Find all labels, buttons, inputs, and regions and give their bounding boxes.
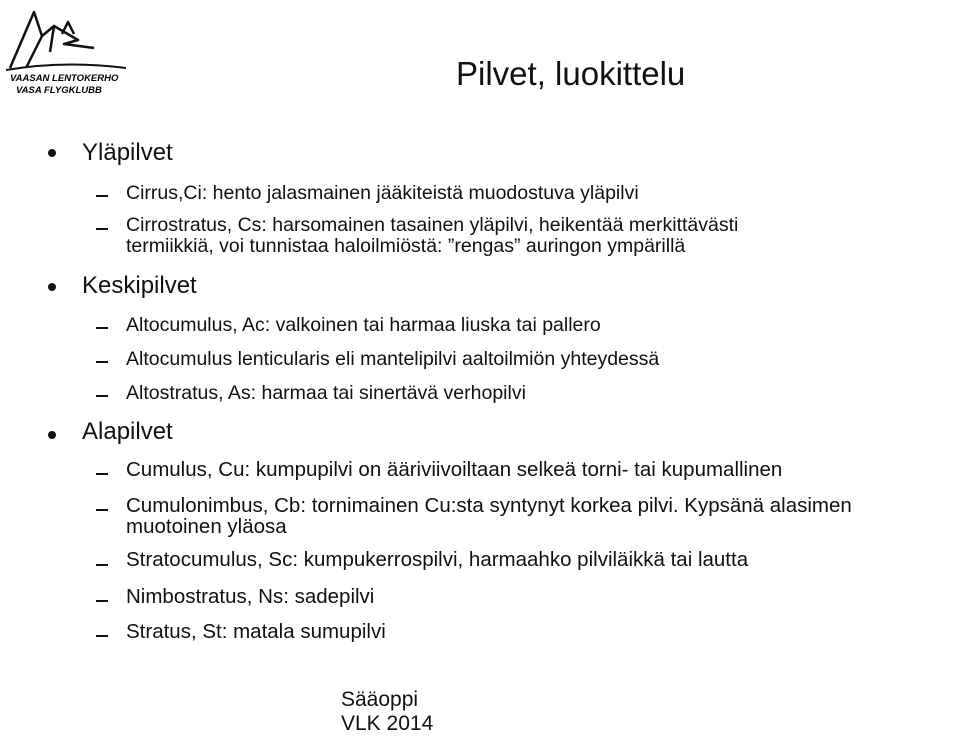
item-dash — [96, 473, 108, 475]
item-dash — [96, 395, 108, 397]
logo-text-line2: VASA FLYGKLUBB — [16, 85, 102, 96]
section-bullet — [48, 283, 56, 291]
list-item: Stratus, St: matala sumupilvi — [126, 620, 386, 643]
item-dash — [96, 327, 108, 329]
item-dash — [96, 361, 108, 363]
slide-title: Pilvet, luokittelu — [456, 55, 686, 92]
footer-line1: Sääoppi — [341, 688, 419, 711]
section-heading-low-clouds: Alapilvet — [82, 418, 173, 445]
list-item: Altostratus, As: harmaa tai sinertävä verhopilvi — [126, 382, 526, 404]
item-dash — [96, 635, 108, 637]
item-dash — [96, 564, 108, 566]
club-logo — [4, 4, 128, 96]
slide-footer — [341, 688, 433, 736]
list-item: Cumulus, Cu: kumpupilvi on ääriviivoiltaan selkeä torni- tai kupumallinen — [126, 458, 783, 481]
logo-text-line1: VAASAN LENTOKERHO — [10, 73, 119, 84]
section-heading-high-clouds: Yläpilvet — [82, 139, 173, 166]
item-dash — [96, 228, 108, 230]
item-dash — [96, 195, 108, 197]
list-item: Cumulonimbus, Cb: tornimainen Cu:sta syntynyt korkea pilvi. Kypsänä alasimen muotoinen yläosa — [126, 494, 852, 538]
section-bullet — [48, 431, 56, 439]
list-item: Nimbostratus, Ns: sadepilvi — [126, 585, 375, 608]
section-heading-middle-clouds: Keskipilvet — [82, 272, 197, 299]
footer-line2: VLK 2014 — [341, 712, 434, 735]
list-item: Stratocumulus, Sc: kumpukerrospilvi, harmaahko pilviläikkä tai lautta — [126, 548, 749, 571]
list-item: Cirrus,Ci: hento jalasmainen jääkiteistä muodostuva yläpilvi — [126, 182, 639, 204]
list-item: Altocumulus, Ac: valkoinen tai harmaa liuska tai pallero — [126, 314, 601, 336]
item-dash — [96, 600, 108, 602]
item-dash — [96, 509, 108, 511]
list-item: Cirrostratus, Cs: harsomainen tasainen yläpilvi, heikentää merkittävästi termiikkiä, voi tunnistaa haloilmiöstä: ”rengas” auringon ympärillä — [126, 214, 739, 257]
section-bullet — [48, 149, 56, 157]
list-item: Altocumulus lenticularis eli mantelipilvi aaltoilmiön yhteydessä — [126, 348, 660, 370]
